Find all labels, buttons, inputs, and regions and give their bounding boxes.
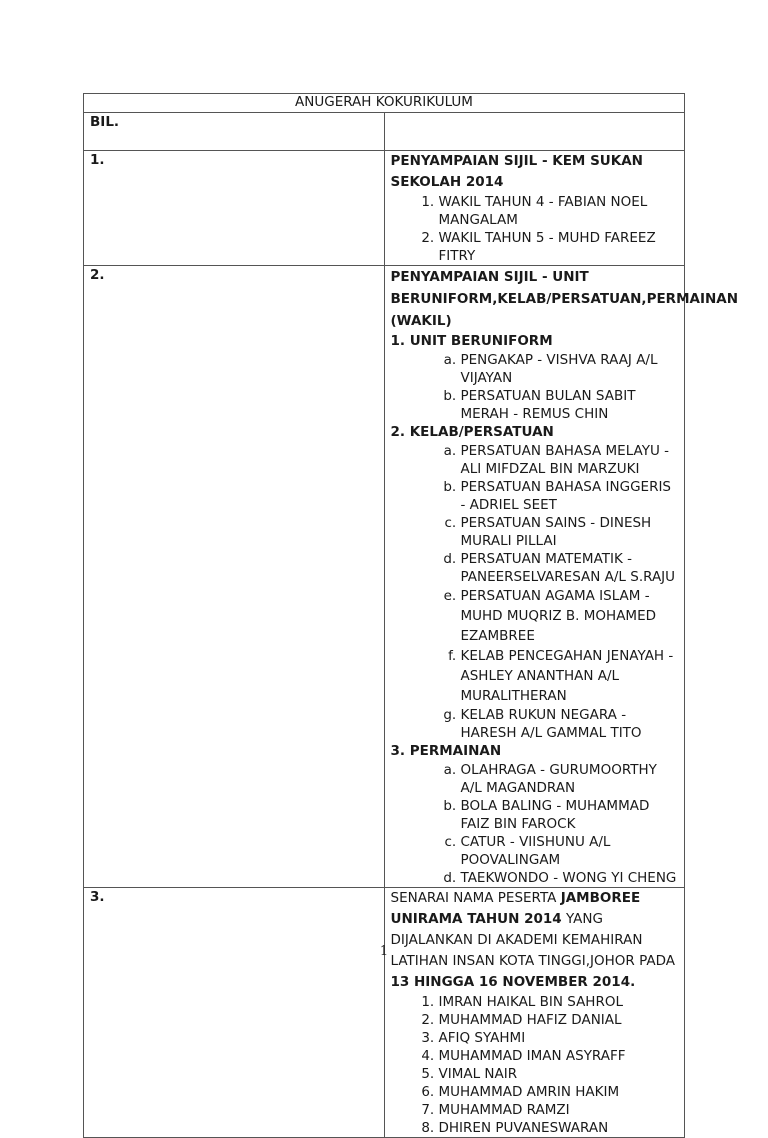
list-item: a. PENGAKAP - VISHVA RAAJ A/L VIJAYAN [461,351,681,387]
list-item: 6. MUHAMMAD AMRIN HAKIM [439,1083,681,1101]
row-number: 2. [84,266,385,888]
numbered-list [391,193,681,265]
title-row [84,94,685,113]
bil-label: BIL. [90,114,120,130]
subsection-heading: 2. KELAB/PERSATUAN [390,424,554,440]
list-item: a. OLAHRAGA - GURUMOORTHY A/L MAGANDRAN [461,761,681,797]
table-row [84,888,685,1138]
list-item: b. BOLA BALING - MUHAMMAD FAIZ BIN FAROCK [461,797,681,833]
list-item: 1. IMRAN HAIKAL BIN SAHROL [439,993,681,1011]
lettered-list [391,761,681,887]
section-content [384,151,685,266]
event-name: JAMBOREE UNIRAMA TAHUN 2014 [390,890,641,927]
section-heading-line1: PENYAMPAIAN SIJIL - UNIT [390,269,589,285]
list-item: b. PERSATUAN BAHASA INGGERIS - ADRIEL SEET [461,478,681,514]
table-row [84,151,685,266]
event-dates: 13 HINGGA 16 NOVEMBER 2014. [390,974,636,990]
page-number: 1 [379,944,389,959]
header-empty-cell [384,113,685,151]
intro-text: SENARAI NAMA PESERTA [390,890,561,906]
list-item: 7. MUHAMMAD RAMZI [439,1101,681,1119]
section-intro [391,888,681,993]
header-row [84,113,685,151]
bil-header [84,113,385,151]
list-item: f. KELAB PENCEGAHAN JENAYAH - ASHLEY ANANTHAN A/L MURALITHERAN [461,646,681,706]
section-heading-line2: BERUNIFORM,KELAB/PERSATUAN,PERMAINAN (WAKIL) [390,291,739,329]
subsection-heading: 3. PERMAINAN [390,743,502,759]
list-item: 1. WAKIL TAHUN 4 - FABIAN NOEL MANGALAM [439,193,681,229]
lettered-list [391,442,681,742]
lettered-list [391,351,681,423]
row-number: 3. [84,888,385,1138]
list-item: a. PERSATUAN BAHASA MELAYU - ALI MIFDZAL BIN MARZUKI [461,442,681,478]
list-item: 2. MUHAMMAD HAFIZ DANIAL [439,1011,681,1029]
list-item: g. KELAB RUKUN NEGARA - HARESH A/L GAMMAL TITO [461,706,681,742]
list-item: b. PERSATUAN BULAN SABIT MERAH - REMUS CHIN [461,387,681,423]
list-item: d. PERSATUAN MATEMATIK - PANEERSELVARESAN A/L S.RAJU [461,550,681,586]
intro-text-cont: YANG DIJALANKAN DI AKADEMI KEMAHIRAN LATIHAN INSAN KOTA TINGGI,JOHOR PADA [390,911,675,969]
list-item: e. PERSATUAN AGAMA ISLAM - MUHD MUQRIZ B. MOHAMED EZAMBREE [461,586,681,646]
section-heading: PENYAMPAIAN SIJIL - KEM SUKAN SEKOLAH 2014 [390,153,643,190]
numbered-list [391,993,681,1137]
table-title: ANUGERAH KOKURIKULUM [84,94,685,113]
subsection-heading: 1. UNIT BERUNIFORM [390,333,553,349]
list-item: 5. VIMAL NAIR [439,1065,681,1083]
table-row [84,266,685,888]
award-table [83,93,739,1138]
section-content [384,888,685,1138]
list-item: 2. WAKIL TAHUN 5 - MUHD FAREEZ FITRY [439,229,681,265]
row-number: 1. [84,151,385,266]
list-item: d. TAEKWONDO - WONG YI CHENG [461,869,681,887]
list-item: c. CATUR - VIISHUNU A/L POOVALINGAM [461,833,681,869]
list-item: 3. AFIQ SYAHMI [439,1029,681,1047]
list-item: 8. DHIREN PUVANESWARAN [439,1119,681,1137]
list-item: c. PERSATUAN SAINS - DINESH MURALI PILLAI [461,514,681,550]
section-content [384,266,739,888]
list-item: 4. MUHAMMAD IMAN ASYRAFF [439,1047,681,1065]
